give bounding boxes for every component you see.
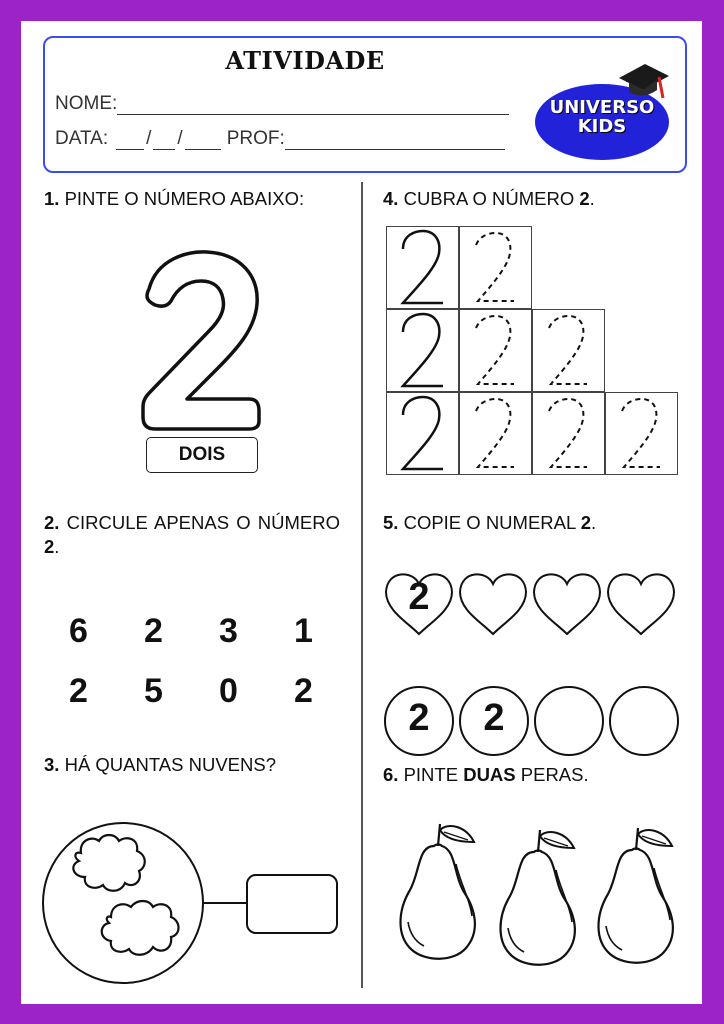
q3-title: 3. HÁ QUANTAS NUVENS? [44,754,277,775]
cloud-count-answer-box[interactable] [247,875,337,933]
dashed-two-cell[interactable] [532,309,605,392]
circle-icon [608,685,680,757]
header-box [43,36,687,173]
number-choice[interactable]: 3 [219,612,238,650]
number-choice[interactable]: 2 [144,612,163,650]
name-label: NOME: [55,93,118,114]
prof-label: PROF: [226,128,285,149]
number-choice[interactable]: 5 [144,672,163,710]
graduation-cap-icon [613,60,673,110]
circle-cell[interactable]: 2 [383,685,455,757]
circle-cell[interactable] [608,685,680,757]
circle-cell[interactable] [533,685,605,757]
number-choice[interactable]: 2 [69,672,88,710]
number-choice[interactable]: 2 [294,672,313,710]
dashed-two-cell[interactable] [605,392,678,475]
column-divider [361,182,363,988]
date-label: DATA: [55,128,109,149]
q2-title: 2. CIRCULE APENAS O NÚMERO 2. [44,512,341,557]
worksheet-title: ATIVIDADE [225,46,385,75]
q6-title: 6. PINTE DUAS PERAS. [383,764,589,785]
dashed-two-cell[interactable] [459,392,532,475]
outlined-number-two[interactable] [137,249,267,434]
pear-icon[interactable] [401,824,475,959]
heart-icon [605,566,677,638]
dashed-two-cell[interactable] [459,309,532,392]
clouds-counting-figure [41,821,341,986]
heart-icon [457,566,529,638]
universo-kids-logo [535,60,673,160]
date-prof-row [55,128,505,150]
name-field-row [55,93,509,115]
worksheet-page [21,21,702,1004]
number-choice[interactable]: 1 [294,612,313,650]
number-choice[interactable]: 0 [219,672,238,710]
heart-cell[interactable] [457,566,529,638]
heart-cell[interactable] [605,566,677,638]
number-choice[interactable]: 6 [69,612,88,650]
logo-text: UNIVERSO KIDS [549,97,655,137]
solid-two-cell [386,392,459,475]
heart-icon [531,566,603,638]
heart-cell[interactable] [531,566,603,638]
dashed-two-cell[interactable] [459,226,532,309]
solid-two-cell [386,309,459,392]
q4-title: 4. CUBRA O NÚMERO 2. [383,188,595,209]
circle-icon [533,685,605,757]
cloud-icon [73,835,144,891]
heart-cell[interactable]: 2 [383,566,455,638]
q1-title: 1. PINTE O NÚMERO ABAIXO: [44,188,305,209]
pear-icon[interactable] [501,830,575,965]
pear-icon[interactable] [599,828,673,963]
cloud-icon [102,901,179,955]
q5-title: 5. COPIE O NUMERAL 2. [383,512,597,533]
number-choices-grid [41,611,341,711]
date-input-line[interactable]: / / [116,128,221,150]
name-input-line[interactable] [117,96,509,115]
solid-two-cell [386,226,459,309]
prof-input-line[interactable] [285,131,505,150]
dashed-two-cell[interactable] [532,392,605,475]
number-word-label: DOIS [146,437,258,473]
circle-cell[interactable]: 2 [458,685,530,757]
pears-figure [396,816,706,966]
